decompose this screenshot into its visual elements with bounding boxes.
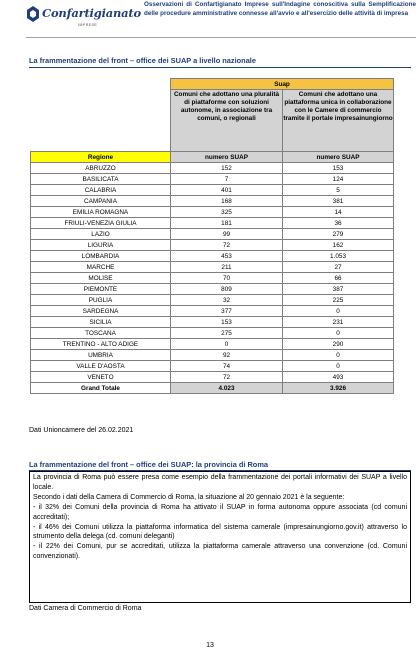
paragraph: Secondo i dati della Camera di Commercio di Roma, la situazione al 20 gennaio 2021 è la seguente: <box>33 493 345 501</box>
suap-unified-cell: 0 <box>283 350 394 361</box>
suap-autonomous-cell: 153 <box>171 317 283 328</box>
paragraph: La provincia di Roma può essere presa come esempio della frammentazione dei portali informativi dei SUAP a livello locale. <box>33 474 407 491</box>
region-cell: LIGURIA <box>31 240 171 251</box>
suap-autonomous-cell: 809 <box>171 284 283 295</box>
region-cell: SICILIA <box>31 317 171 328</box>
suap-unified-cell: 0 <box>283 361 394 372</box>
region-cell: TRENTINO - ALTO ADIGE <box>31 339 171 350</box>
region-cell: ABRUZZO <box>31 163 171 174</box>
suap-unified-cell: 381 <box>283 196 394 207</box>
suap-autonomous-cell: 74 <box>171 361 283 372</box>
region-cell: CALABRIA <box>31 185 171 196</box>
table-row <box>31 295 394 306</box>
suap-autonomous-cell: 92 <box>171 350 283 361</box>
suap-unified-cell: 162 <box>283 240 394 251</box>
suap-autonomous-cell: 72 <box>171 240 283 251</box>
source-note-camera-roma: Dati Camera di Commercio di Roma <box>29 605 142 612</box>
suap-unified-cell: 66 <box>283 273 394 284</box>
region-cell: TOSCANA <box>31 328 171 339</box>
table-row <box>31 372 394 383</box>
region-cell: MOLISE <box>31 273 171 284</box>
suap-autonomous-cell: 168 <box>171 196 283 207</box>
logo-subtitle: IMPRESE <box>78 23 98 27</box>
suap-autonomous-cell: 70 <box>171 273 283 284</box>
region-cell: CAMPANIA <box>31 196 171 207</box>
table-row <box>31 185 394 196</box>
table-row <box>31 317 394 328</box>
table-row <box>31 339 394 350</box>
total-value-2: 3.926 <box>283 383 394 394</box>
table-row <box>31 361 394 372</box>
region-cell: PIEMONTE <box>31 284 171 295</box>
suap-autonomous-cell: 453 <box>171 251 283 262</box>
table-row <box>31 196 394 207</box>
suap-unified-cell: 124 <box>283 174 394 185</box>
page-number: 13 <box>206 642 214 649</box>
region-cell: BASILICATA <box>31 174 171 185</box>
column-description-unified: Comuni che adottano una piattaforma unica in collaborazione con le Camere di commercio tramite il portale impresainungiorno <box>283 90 394 152</box>
region-cell: LAZIO <box>31 229 171 240</box>
table-row <box>31 229 394 240</box>
page-header <box>26 1 416 38</box>
column-header-suap-2: numero SUAP <box>283 152 394 163</box>
suap-autonomous-cell: 211 <box>171 262 283 273</box>
region-cell: SARDEGNA <box>31 306 171 317</box>
paragraph: - il 32% dei Comuni della provincia di Roma ha attivato il SUAP in forma autonoma oppure associata (cd comuni accreditati); <box>33 503 407 521</box>
suap-autonomous-cell: 152 <box>171 163 283 174</box>
table-row <box>31 240 394 251</box>
confartigianato-logo <box>26 3 141 33</box>
table-row <box>31 350 394 361</box>
total-row <box>31 383 394 394</box>
table-row <box>31 284 394 295</box>
table-row <box>31 207 394 218</box>
suap-unified-cell: 5 <box>283 185 394 196</box>
region-cell: MARCHE <box>31 262 171 273</box>
paragraph: - il 22% dei Comuni, pur se accreditati, utilizza la piattaforma camerale attraverso una convenzione (cd. Comuni convenzionati). <box>33 543 407 561</box>
suap-autonomous-cell: 0 <box>171 339 283 350</box>
suap-unified-cell: 225 <box>283 295 394 306</box>
table-row <box>31 251 394 262</box>
section-title-national: La frammentazione del front – office dei SUAP a livello nazionale <box>29 56 256 65</box>
suap-unified-cell: 231 <box>283 317 394 328</box>
logo-mark-icon <box>26 5 40 23</box>
suap-unified-cell: 153 <box>283 163 394 174</box>
header-title: Osservazioni di Confartigianato Imprese sull'Indagine conoscitiva sulla Semplificazione delle procedure amministrative connesse all'avvio e all'esercizio delle attività di impresa <box>144 1 416 17</box>
logo-text: Confartigianato <box>42 6 141 20</box>
suap-unified-cell: 387 <box>283 284 394 295</box>
region-cell: LOMBARDIA <box>31 251 171 262</box>
rome-text-box <box>29 471 411 603</box>
table-row <box>31 163 394 174</box>
suap-unified-cell: 493 <box>283 372 394 383</box>
region-cell: FRIULI-VENEZIA GIULIA <box>31 218 171 229</box>
region-cell: VENETO <box>31 372 171 383</box>
table-row <box>31 328 394 339</box>
suap-unified-cell: 290 <box>283 339 394 350</box>
column-header-suap-1: numero SUAP <box>171 152 283 163</box>
suap-table <box>30 78 394 394</box>
suap-autonomous-cell: 32 <box>171 295 283 306</box>
suap-unified-cell: 1.053 <box>283 251 394 262</box>
table-row <box>31 306 394 317</box>
table-row <box>31 174 394 185</box>
table-row <box>31 273 394 284</box>
suap-unified-cell: 14 <box>283 207 394 218</box>
suap-autonomous-cell: 275 <box>171 328 283 339</box>
total-label: Grand Totale <box>31 383 171 394</box>
region-cell: PUGLIA <box>31 295 171 306</box>
paragraph: - il 46% dei Comuni utilizza la piattaforma informatica del sistema camerale (impresainungiorno.gov.it) attraverso lo strumento della delega (cd. comuni deleganti) <box>33 523 407 541</box>
total-value-1: 4.023 <box>171 383 283 394</box>
suap-autonomous-cell: 401 <box>171 185 283 196</box>
suap-unified-cell: 0 <box>283 328 394 339</box>
table-row <box>31 262 394 273</box>
section-title-rome: La frammentazione del front – office dei SUAP: la provincia di Roma <box>29 460 269 469</box>
region-cell: VALLE D'AOSTA <box>31 361 171 372</box>
suap-unified-cell: 36 <box>283 218 394 229</box>
suap-autonomous-cell: 7 <box>171 174 283 185</box>
suap-header: Suap <box>171 79 394 90</box>
suap-unified-cell: 0 <box>283 306 394 317</box>
suap-autonomous-cell: 181 <box>171 218 283 229</box>
table-row <box>31 218 394 229</box>
source-note-unioncamere: Dati Unioncamere del 26.02.2021 <box>29 427 134 434</box>
region-cell: EMILIA ROMAGNA <box>31 207 171 218</box>
suap-autonomous-cell: 325 <box>171 207 283 218</box>
region-header: Regione <box>31 152 171 163</box>
column-description-autonomous: Comuni che adottano una pluralità di piattaforme con soluzioni autonome, in associazione tra comuni, o regionali <box>171 90 283 152</box>
suap-autonomous-cell: 99 <box>171 229 283 240</box>
suap-autonomous-cell: 377 <box>171 306 283 317</box>
region-cell: UMBRIA <box>31 350 171 361</box>
suap-unified-cell: 27 <box>283 262 394 273</box>
suap-autonomous-cell: 72 <box>171 372 283 383</box>
suap-unified-cell: 279 <box>283 229 394 240</box>
section-divider <box>29 67 411 68</box>
